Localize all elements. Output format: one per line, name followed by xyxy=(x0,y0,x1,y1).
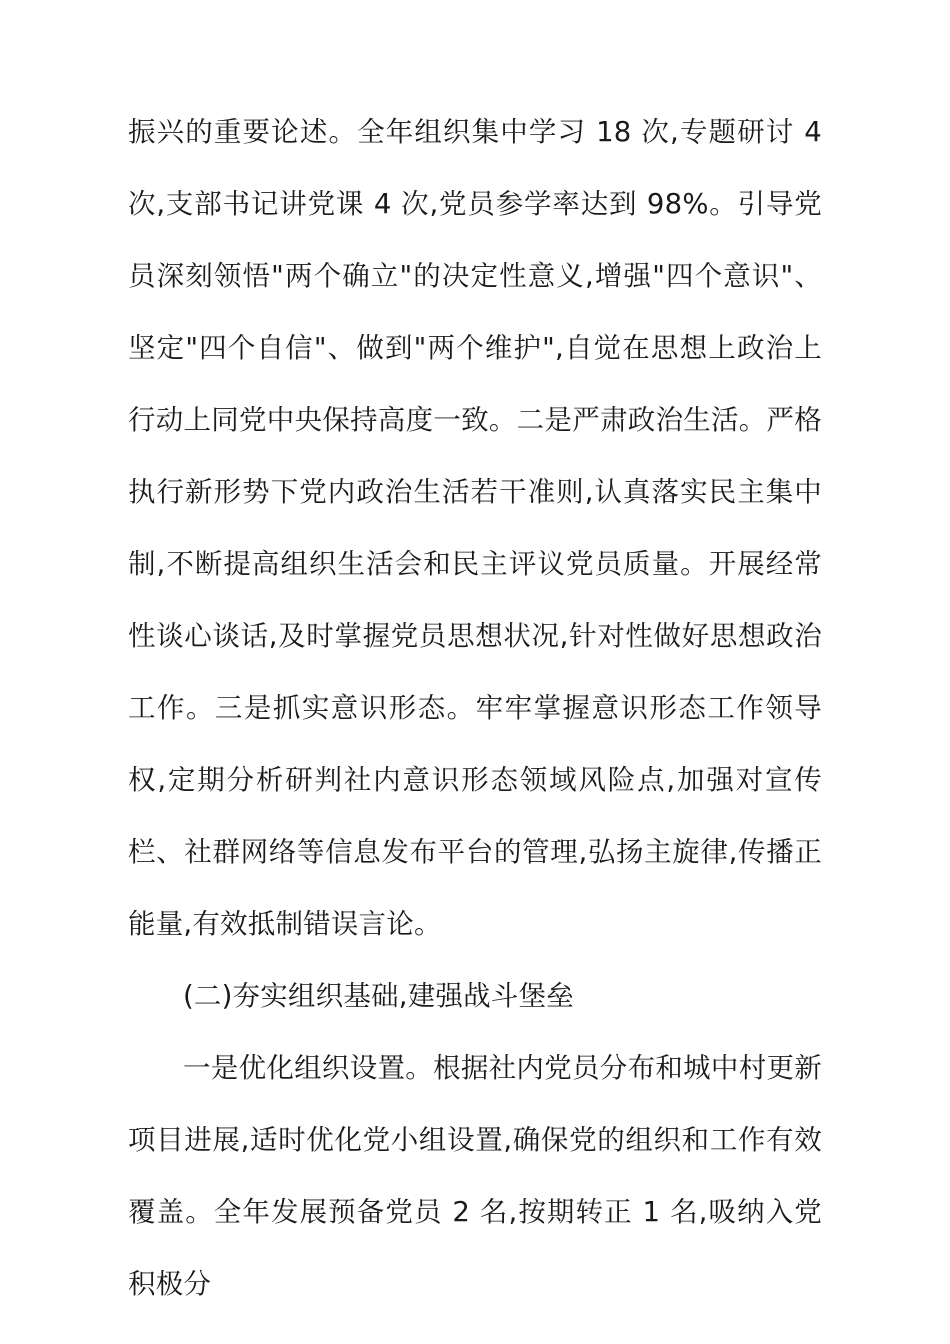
paragraph-continuation: 振兴的重要论述。全年组织集中学习 18 次,专题研讨 4 次,支部书记讲党课 4 次,党员参学率达到 98%。引导党员深刻领悟"两个确立"的决定性意义,增强"四个意识"、坚定"四个自信"、做到"两个维护",自觉在思想上政治上行动上同党中央保持高度一致。二是严肃政治生活。严格执行新形势下党内政治生活若干准则,认真落实民主集中制,不断提高组织生活会和民主评议党员质量。开展经常性谈心谈话,及时掌握党员思想状况,针对性做好思想政治工作。三是抓实意识形态。牢牢掌握意识形态工作领导权,定期分析研判社内意识形态领域风险点,加强对宣传栏、社群网络等信息发布平台的管理,弘扬主旋律,传播正能量,有效抵制错误言论。 xyxy=(128,116,822,940)
paragraph-section-heading: (二)夯实组织基础,建强战斗堡垒 xyxy=(183,980,574,1012)
document-body xyxy=(128,96,822,1320)
paragraph-organization-setup: 一是优化组织设置。根据社内党员分布和城中村更新项目进展,适时优化党小组设置,确保党的组织和工作有效覆盖。全年发展预备党员 2 名,按期转正 1 名,吸纳入党积极分 xyxy=(128,1052,822,1300)
